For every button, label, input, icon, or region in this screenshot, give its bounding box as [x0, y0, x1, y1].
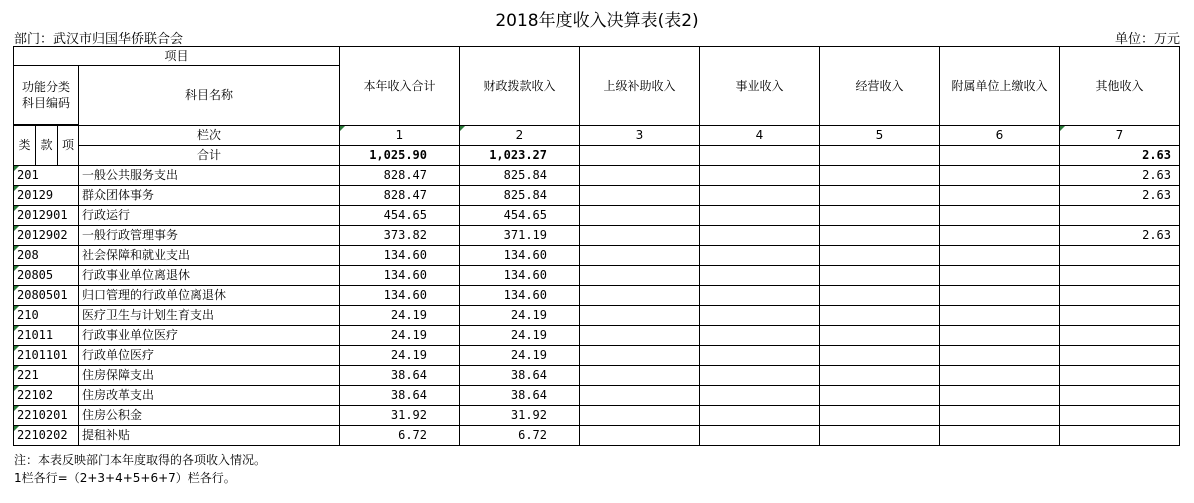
row-value-col-1: 454.65: [340, 206, 460, 226]
col-num-7: 7: [1060, 126, 1180, 146]
row-value-col-7: [1060, 326, 1180, 346]
row-code: 210: [14, 306, 79, 326]
col-num-2: 2: [460, 126, 580, 146]
table-row: [14, 286, 1180, 306]
row-value-col-1: 134.60: [340, 246, 460, 266]
row-value-col-2: 134.60: [460, 246, 580, 266]
row-value-col-3: [580, 326, 700, 346]
row-subject-name: 提租补贴: [79, 426, 340, 446]
row-value-col-2: 371.19: [460, 226, 580, 246]
row-value-col-2: 38.64: [460, 366, 580, 386]
table-row: [14, 386, 1180, 406]
row-value-col-2: 6.72: [460, 426, 580, 446]
row-subject-name: 一般公共服务支出: [79, 166, 340, 186]
row-value-col-7: 2.63: [1060, 226, 1180, 246]
row-value-col-5: [820, 226, 940, 246]
row-value-col-1: 134.60: [340, 286, 460, 306]
row-value-col-4: [700, 206, 820, 226]
func-code-header: 功能分类科目编码: [14, 66, 79, 125]
col-num-6: 6: [940, 126, 1060, 146]
row-value-col-7: [1060, 286, 1180, 306]
row-subject-name: 一般行政管理事务: [79, 226, 340, 246]
table-row: [14, 406, 1180, 426]
table-row: [14, 186, 1180, 206]
row-subject-name: 医疗卫生与计划生育支出: [79, 306, 340, 326]
row-value-col-5: [820, 166, 940, 186]
row-value-col-3: [580, 306, 700, 326]
row-value-col-5: [820, 286, 940, 306]
row-value-col-5: [820, 426, 940, 446]
row-value-col-3: [580, 366, 700, 386]
row-subject-name: 行政事业单位离退休: [79, 266, 340, 286]
row-value-col-3: [580, 406, 700, 426]
xiang-header: 项: [58, 126, 79, 166]
table-row: [14, 246, 1180, 266]
row-subject-name: 行政单位医疗: [79, 346, 340, 366]
row-value-col-2: 825.84: [460, 186, 580, 206]
row-value-col-6: [940, 406, 1060, 426]
row-value-col-3: [580, 246, 700, 266]
total-label: 合计: [79, 146, 340, 166]
note-line: 1栏各行=（2+3+4+5+6+7）栏各行。: [14, 471, 236, 485]
total-value: [700, 146, 820, 166]
row-value-col-4: [700, 226, 820, 246]
row-value-col-7: [1060, 366, 1180, 386]
total-value: 2.63: [1060, 146, 1180, 166]
row-value-col-2: 134.60: [460, 266, 580, 286]
row-value-col-5: [820, 326, 940, 346]
col-header-7: 其他收入: [1060, 47, 1180, 126]
row-subject-name: 群众团体事务: [79, 186, 340, 206]
table-row: [14, 426, 1180, 446]
note-line: 注：本表反映部门本年度取得的各项收入情况。: [14, 453, 267, 467]
row-value-col-7: [1060, 306, 1180, 326]
total-value: [940, 146, 1060, 166]
row-value-col-4: [700, 286, 820, 306]
row-code: 21011: [14, 326, 79, 346]
row-code: 22102: [14, 386, 79, 406]
row-value-col-7: [1060, 406, 1180, 426]
row-code: 20805: [14, 266, 79, 286]
row-value-col-5: [820, 306, 940, 326]
row-subject-name: 住房保障支出: [79, 366, 340, 386]
row-value-col-4: [700, 346, 820, 366]
row-value-col-7: [1060, 346, 1180, 366]
row-value-col-6: [940, 206, 1060, 226]
row-value-col-6: [940, 306, 1060, 326]
row-value-col-6: [940, 386, 1060, 406]
row-value-col-7: [1060, 426, 1180, 446]
col-num-3: 3: [580, 126, 700, 146]
row-value-col-6: [940, 346, 1060, 366]
total-value: [820, 146, 940, 166]
row-code: 208: [14, 246, 79, 266]
row-value-col-7: [1060, 266, 1180, 286]
row-subject-name: 行政事业单位医疗: [79, 326, 340, 346]
row-value-col-5: [820, 186, 940, 206]
row-value-col-6: [940, 266, 1060, 286]
row-value-col-5: [820, 346, 940, 366]
col-num-5: 5: [820, 126, 940, 146]
row-value-col-3: [580, 386, 700, 406]
row-value-col-7: [1060, 206, 1180, 226]
row-value-col-7: [1060, 386, 1180, 406]
total-value: 1,025.90: [340, 146, 460, 166]
row-subject-name: 行政运行: [79, 206, 340, 226]
row-value-col-3: [580, 186, 700, 206]
col-header-2: 财政拨款收入: [460, 47, 580, 126]
row-code: 2210202: [14, 426, 79, 446]
project-header: 项目: [14, 47, 340, 66]
row-value-col-3: [580, 426, 700, 446]
table-row: [14, 366, 1180, 386]
row-value-col-4: [700, 166, 820, 186]
row-value-col-7: 2.63: [1060, 166, 1180, 186]
lei-header: 类: [14, 126, 36, 166]
row-value-col-4: [700, 266, 820, 286]
row-code: 201: [14, 166, 79, 186]
table-row: [14, 346, 1180, 366]
row-code: 221: [14, 366, 79, 386]
department-label: 部门：武汉市归国华侨联合会: [14, 32, 184, 47]
row-value-col-3: [580, 166, 700, 186]
row-value-col-2: 24.19: [460, 306, 580, 326]
table-row: [14, 306, 1180, 326]
lanci-label: 栏次: [79, 126, 340, 146]
row-value-col-4: [700, 366, 820, 386]
table-row: [14, 226, 1180, 246]
row-value-col-4: [700, 246, 820, 266]
row-value-col-1: 38.64: [340, 366, 460, 386]
table-row: [14, 206, 1180, 226]
income-table: [13, 46, 1180, 446]
row-value-col-2: 825.84: [460, 166, 580, 186]
row-value-col-4: [700, 306, 820, 326]
row-code: 2080501: [14, 286, 79, 306]
row-value-col-3: [580, 286, 700, 306]
col-header-4: 事业收入: [700, 47, 820, 126]
row-subject-name: 归口管理的行政单位离退休: [79, 286, 340, 306]
row-value-col-2: 24.19: [460, 326, 580, 346]
row-code: 2012902: [14, 226, 79, 246]
row-value-col-1: 134.60: [340, 266, 460, 286]
total-value: 1,023.27: [460, 146, 580, 166]
row-value-col-4: [700, 386, 820, 406]
total-value: [580, 146, 700, 166]
col-num-4: 4: [700, 126, 820, 146]
subject-name-header: 科目名称: [79, 66, 340, 126]
row-value-col-2: 38.64: [460, 386, 580, 406]
row-value-col-7: 2.63: [1060, 186, 1180, 206]
row-value-col-4: [700, 326, 820, 346]
row-value-col-1: 24.19: [340, 346, 460, 366]
row-value-col-5: [820, 266, 940, 286]
row-value-col-5: [820, 366, 940, 386]
row-value-col-6: [940, 166, 1060, 186]
row-value-col-1: 24.19: [340, 306, 460, 326]
row-subject-name: 住房公积金: [79, 406, 340, 426]
row-value-col-1: 38.64: [340, 386, 460, 406]
col-num-1: 1: [340, 126, 460, 146]
row-value-col-2: 31.92: [460, 406, 580, 426]
row-value-col-2: 134.60: [460, 286, 580, 306]
row-value-col-3: [580, 206, 700, 226]
row-code: 2210201: [14, 406, 79, 426]
row-value-col-6: [940, 246, 1060, 266]
row-value-col-6: [940, 426, 1060, 446]
row-value-col-5: [820, 206, 940, 226]
row-value-col-1: 828.47: [340, 186, 460, 206]
table-row: [14, 166, 1180, 186]
row-value-col-6: [940, 226, 1060, 246]
page-title: 2018年度收入决算表(表2): [495, 11, 699, 31]
col-header-5: 经营收入: [820, 47, 940, 126]
row-value-col-1: 6.72: [340, 426, 460, 446]
row-value-col-5: [820, 246, 940, 266]
col-header-3: 上级补助收入: [580, 47, 700, 126]
row-value-col-3: [580, 226, 700, 246]
kuan-header: 款: [36, 126, 58, 166]
row-value-col-1: 828.47: [340, 166, 460, 186]
row-code: 2012901: [14, 206, 79, 226]
row-value-col-2: 454.65: [460, 206, 580, 226]
unit-label: 单位：万元: [1114, 32, 1180, 47]
row-value-col-6: [940, 286, 1060, 306]
row-value-col-6: [940, 326, 1060, 346]
row-value-col-3: [580, 346, 700, 366]
row-value-col-4: [700, 186, 820, 206]
table-row: [14, 326, 1180, 346]
row-value-col-4: [700, 426, 820, 446]
row-code: 2101101: [14, 346, 79, 366]
row-value-col-2: 24.19: [460, 346, 580, 366]
row-value-col-6: [940, 366, 1060, 386]
row-value-col-6: [940, 186, 1060, 206]
row-value-col-1: 373.82: [340, 226, 460, 246]
row-value-col-5: [820, 386, 940, 406]
table-row: [14, 266, 1180, 286]
row-subject-name: 社会保障和就业支出: [79, 246, 340, 266]
row-value-col-7: [1060, 246, 1180, 266]
row-value-col-4: [700, 406, 820, 426]
row-code: 20129: [14, 186, 79, 206]
col-header-6: 附属单位上缴收入: [940, 47, 1060, 126]
notes: [14, 451, 266, 487]
row-value-col-3: [580, 266, 700, 286]
row-value-col-5: [820, 406, 940, 426]
col-header-1: 本年收入合计: [340, 47, 460, 126]
row-subject-name: 住房改革支出: [79, 386, 340, 406]
row-value-col-1: 31.92: [340, 406, 460, 426]
row-value-col-1: 24.19: [340, 326, 460, 346]
